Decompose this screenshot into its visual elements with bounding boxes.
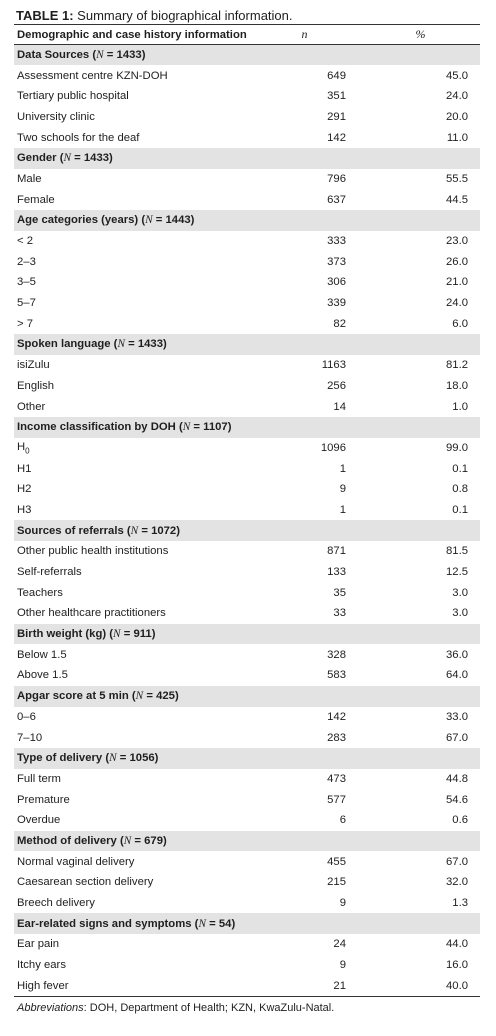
section-total: 425	[156, 690, 175, 703]
row-label	[14, 789, 260, 810]
caption-text: Summary of biographical information.	[77, 8, 293, 23]
section-title-text: Sources of referrals	[17, 524, 124, 537]
row-count: 577	[327, 793, 346, 806]
row-label	[14, 189, 260, 210]
section-title: Sources of referrals (N = 1072)	[17, 524, 180, 537]
table-row	[14, 355, 480, 376]
row-label-text: Other healthcare practitioners	[17, 607, 166, 620]
table-row	[14, 893, 480, 914]
row-percent: 44.0	[446, 938, 468, 951]
section-title: Method of delivery (N = 679)	[17, 834, 167, 847]
row-label-text: Assessment centre KZN-DOH	[17, 69, 168, 82]
row-count: 9	[339, 959, 346, 972]
table-row	[14, 231, 480, 252]
row-count: 455	[327, 855, 346, 868]
row-label-text: 3–5	[17, 276, 36, 289]
table-row	[14, 644, 480, 665]
section-total: 1107	[203, 421, 228, 434]
row-label	[14, 562, 260, 583]
row-count: 6	[339, 814, 346, 827]
section-title: Type of delivery (N = 1056)	[17, 752, 159, 765]
table-row	[14, 169, 480, 190]
section-title: Age categories (years) (N = 1443)	[17, 214, 195, 227]
row-label	[14, 86, 260, 107]
row-count: 333	[327, 235, 346, 248]
row-percent: 67.0	[446, 855, 468, 868]
row-label-text: Other public health institutions	[17, 545, 169, 558]
header-n: n	[301, 27, 308, 41]
row-label-text: Other	[17, 400, 46, 413]
row-count: 291	[327, 110, 346, 123]
row-percent: 44.5	[446, 193, 468, 206]
section-header-row	[14, 417, 480, 438]
footnote-label: Abbreviations	[17, 1001, 84, 1014]
row-count: 1	[339, 462, 346, 475]
section-header-row	[14, 686, 480, 707]
table-row	[14, 872, 480, 893]
row-percent: 99.0	[446, 441, 468, 454]
section-total: 1072	[151, 524, 177, 537]
row-label	[14, 376, 260, 397]
row-count: 871	[327, 545, 346, 558]
row-percent: 3.0	[452, 607, 468, 620]
row-label-text: H3	[17, 503, 32, 516]
row-count: 142	[327, 710, 346, 723]
row-percent: 0.1	[452, 462, 468, 475]
section-total: 911	[133, 628, 152, 641]
section-title-text: Gender	[17, 152, 57, 165]
row-percent: 20.0	[446, 110, 468, 123]
table-row	[14, 810, 480, 831]
row-label-text: 2–3	[17, 255, 36, 268]
row-label-text: Below 1.5	[17, 648, 67, 661]
row-label-text: H1	[17, 462, 32, 475]
row-label-text: Tertiary public hospital	[17, 90, 129, 103]
row-percent: 1.3	[452, 897, 468, 910]
row-count: 351	[327, 90, 346, 103]
row-label-text: > 7	[17, 317, 34, 330]
footnote-text: : DOH, Department of Health; KZN, KwaZulu-Natal.	[83, 1001, 335, 1014]
table-row	[14, 86, 480, 107]
table-row	[14, 251, 480, 272]
section-title: Ear-related signs and symptoms (N = 54)	[17, 917, 236, 930]
row-percent: 36.0	[446, 648, 468, 661]
section-total: 54	[218, 917, 232, 930]
row-label	[14, 127, 260, 148]
section-total: 1433	[83, 152, 110, 165]
row-label	[14, 727, 260, 748]
row-count: 583	[327, 669, 346, 682]
table-row	[14, 65, 480, 86]
section-total: 1443	[165, 214, 191, 227]
row-count: 649	[327, 69, 346, 82]
row-label-text: English	[17, 379, 55, 392]
row-count: 373	[327, 255, 346, 268]
row-count: 1	[339, 503, 346, 516]
row-count: 283	[327, 731, 346, 744]
table-row	[14, 582, 480, 603]
row-percent: 12.5	[446, 566, 468, 579]
row-label	[14, 665, 260, 686]
row-label-text: 0–6	[17, 710, 36, 723]
row-percent: 55.5	[446, 172, 468, 185]
row-label	[14, 872, 260, 893]
row-percent: 67.0	[446, 731, 468, 744]
header-category: Demographic and case history information	[17, 28, 247, 41]
row-label-text: H	[17, 440, 26, 453]
section-total: 1433	[137, 338, 163, 351]
section-header-row	[14, 520, 480, 541]
row-label-text: Breech delivery	[17, 897, 95, 910]
row-count: 1096	[320, 441, 346, 454]
section-title-text: Data Sources	[17, 49, 90, 62]
table-row	[14, 707, 480, 728]
row-percent: 3.0	[452, 586, 468, 599]
header-percent: %	[415, 27, 426, 41]
row-label-text: Normal vaginal delivery	[17, 855, 135, 868]
section-header-row	[14, 913, 480, 934]
section-header-row	[14, 210, 480, 231]
row-percent: 24.0	[446, 90, 468, 103]
row-label-text: Ear pain	[17, 938, 60, 951]
row-percent: 1.0	[452, 400, 468, 413]
row-label	[14, 707, 260, 728]
row-percent: 81.5	[446, 545, 468, 558]
row-label	[14, 107, 260, 128]
row-count: 796	[327, 172, 346, 185]
table-caption	[16, 8, 496, 24]
row-count: 328	[327, 648, 346, 661]
section-title-text: Type of delivery	[17, 752, 103, 765]
row-label-text: H2	[17, 483, 32, 496]
table-row	[14, 127, 480, 148]
row-percent: 21.0	[446, 276, 468, 289]
row-label	[14, 582, 260, 603]
table-row	[14, 500, 480, 521]
row-percent: 81.2	[446, 359, 468, 372]
row-label	[14, 893, 260, 914]
row-label-text: Caesarean section delivery	[17, 876, 154, 889]
table-row	[14, 479, 480, 500]
row-count: 9	[339, 483, 346, 496]
row-label-text: Male	[17, 172, 42, 185]
section-title: Birth weight (kg) (N = 911)	[17, 628, 156, 641]
table-row	[14, 396, 480, 417]
row-label-text: Female	[17, 193, 55, 206]
caption-label: TABLE 1:	[16, 8, 74, 23]
section-header-row	[14, 831, 480, 852]
row-label	[14, 934, 260, 955]
row-percent: 16.0	[446, 959, 468, 972]
table-row	[14, 727, 480, 748]
table-row	[14, 458, 480, 479]
section-title-text: Apgar score at 5 min	[17, 690, 129, 703]
row-label-text: Itchy ears	[17, 959, 66, 972]
row-label	[14, 541, 260, 562]
table-row	[14, 789, 480, 810]
table-row	[14, 603, 480, 624]
row-label	[14, 851, 260, 872]
section-title-text: Spoken language	[17, 338, 111, 351]
row-label	[14, 396, 260, 417]
row-label	[14, 65, 260, 86]
row-percent: 32.0	[446, 876, 468, 889]
table-row	[14, 541, 480, 562]
table-row	[14, 851, 480, 872]
row-percent: 0.6	[452, 814, 468, 827]
section-title: Income classification by DOH (N = 1107)	[17, 421, 232, 434]
row-label	[14, 603, 260, 624]
row-label-text: Self-referrals	[17, 566, 82, 579]
row-label-text: isiZulu	[17, 359, 50, 372]
table-row	[14, 438, 480, 459]
row-percent: 0.1	[452, 503, 468, 516]
row-percent: 18.0	[446, 379, 468, 392]
biographical-table	[14, 24, 480, 997]
row-label-text: Premature	[17, 793, 70, 806]
row-count: 256	[327, 379, 346, 392]
row-label-text: Teachers	[17, 586, 63, 599]
row-percent: 33.0	[446, 710, 468, 723]
table-row	[14, 562, 480, 583]
table-row	[14, 955, 480, 976]
row-count: 339	[327, 297, 346, 310]
row-count: 142	[327, 131, 346, 144]
row-percent: 45.0	[446, 69, 468, 82]
row-label-subscript: 0	[25, 446, 30, 456]
row-percent: 40.0	[446, 979, 468, 992]
row-label-text: Above 1.5	[17, 669, 68, 682]
section-title: Gender (N = 1433)	[17, 152, 113, 165]
row-percent: 44.8	[446, 772, 468, 785]
row-percent: 64.0	[446, 669, 468, 682]
section-title-text: Ear-related signs and symptoms	[17, 917, 192, 930]
section-header-row	[14, 334, 480, 355]
section-header-row	[14, 624, 480, 645]
row-percent: 26.0	[446, 255, 468, 268]
row-count: 133	[327, 566, 346, 579]
row-label	[14, 810, 260, 831]
row-label	[14, 293, 260, 314]
row-count: 35	[333, 586, 346, 599]
section-title: Apgar score at 5 min (N = 425)	[17, 690, 179, 703]
row-count: 33	[333, 607, 346, 620]
row-count: 9	[339, 897, 346, 910]
section-title: Data Sources (N = 1433)	[17, 49, 146, 62]
row-label	[14, 500, 260, 521]
row-percent: 54.6	[446, 793, 468, 806]
table-row	[14, 934, 480, 955]
table-row	[14, 293, 480, 314]
table-row	[14, 975, 480, 996]
row-label-text: < 2	[17, 235, 34, 248]
section-total: 1056	[129, 752, 155, 765]
section-title: Spoken language (N = 1433)	[17, 338, 167, 351]
row-label	[14, 313, 260, 334]
row-label	[14, 975, 260, 996]
table-row	[14, 189, 480, 210]
row-label-text: Two schools for the deaf	[17, 131, 140, 144]
row-label	[14, 955, 260, 976]
row-count: 14	[333, 400, 346, 413]
row-count: 637	[327, 193, 346, 206]
row-label-text: 7–10	[17, 731, 43, 744]
row-label	[14, 644, 260, 665]
row-count: 82	[333, 317, 346, 330]
row-count: 306	[327, 276, 346, 289]
row-percent: 0.8	[452, 483, 468, 496]
row-label-text: Full term	[17, 772, 61, 785]
section-title-text: Birth weight (kg)	[17, 628, 107, 641]
row-label-text: University clinic	[17, 110, 95, 123]
row-label	[14, 169, 260, 190]
table-row	[14, 107, 480, 128]
row-count: 215	[327, 876, 346, 889]
row-label	[14, 231, 260, 252]
row-percent: 24.0	[446, 297, 468, 310]
row-label-text: 5–7	[17, 297, 36, 310]
row-percent: 6.0	[452, 317, 468, 330]
row-count: 1163	[321, 359, 346, 372]
table-row	[14, 272, 480, 293]
row-label-text: High fever	[17, 979, 69, 992]
section-header-row	[14, 148, 480, 169]
row-label	[14, 479, 260, 500]
section-header-row	[14, 45, 480, 66]
row-label	[14, 355, 260, 376]
table-footnote	[17, 1002, 496, 1014]
table-header-row	[14, 25, 480, 45]
row-label	[14, 458, 260, 479]
row-percent: 11.0	[446, 131, 468, 144]
row-label	[14, 272, 260, 293]
row-label	[14, 769, 260, 790]
row-count: 21	[333, 979, 346, 992]
table-row	[14, 313, 480, 334]
section-total: 679	[144, 834, 163, 847]
row-label-text: Overdue	[17, 814, 61, 827]
table-row	[14, 769, 480, 790]
row-count: 24	[333, 938, 346, 951]
table-row	[14, 376, 480, 397]
row-label	[14, 251, 260, 272]
section-title-text: Income classification by DOH	[17, 421, 176, 434]
section-header-row	[14, 748, 480, 769]
section-title-text: Age categories (years)	[17, 214, 139, 227]
table-row	[14, 665, 480, 686]
row-percent: 23.0	[446, 235, 468, 248]
section-total: 1433	[116, 49, 142, 62]
row-count: 473	[327, 772, 346, 785]
section-title-text: Method of delivery	[17, 834, 117, 847]
row-label	[14, 438, 260, 459]
